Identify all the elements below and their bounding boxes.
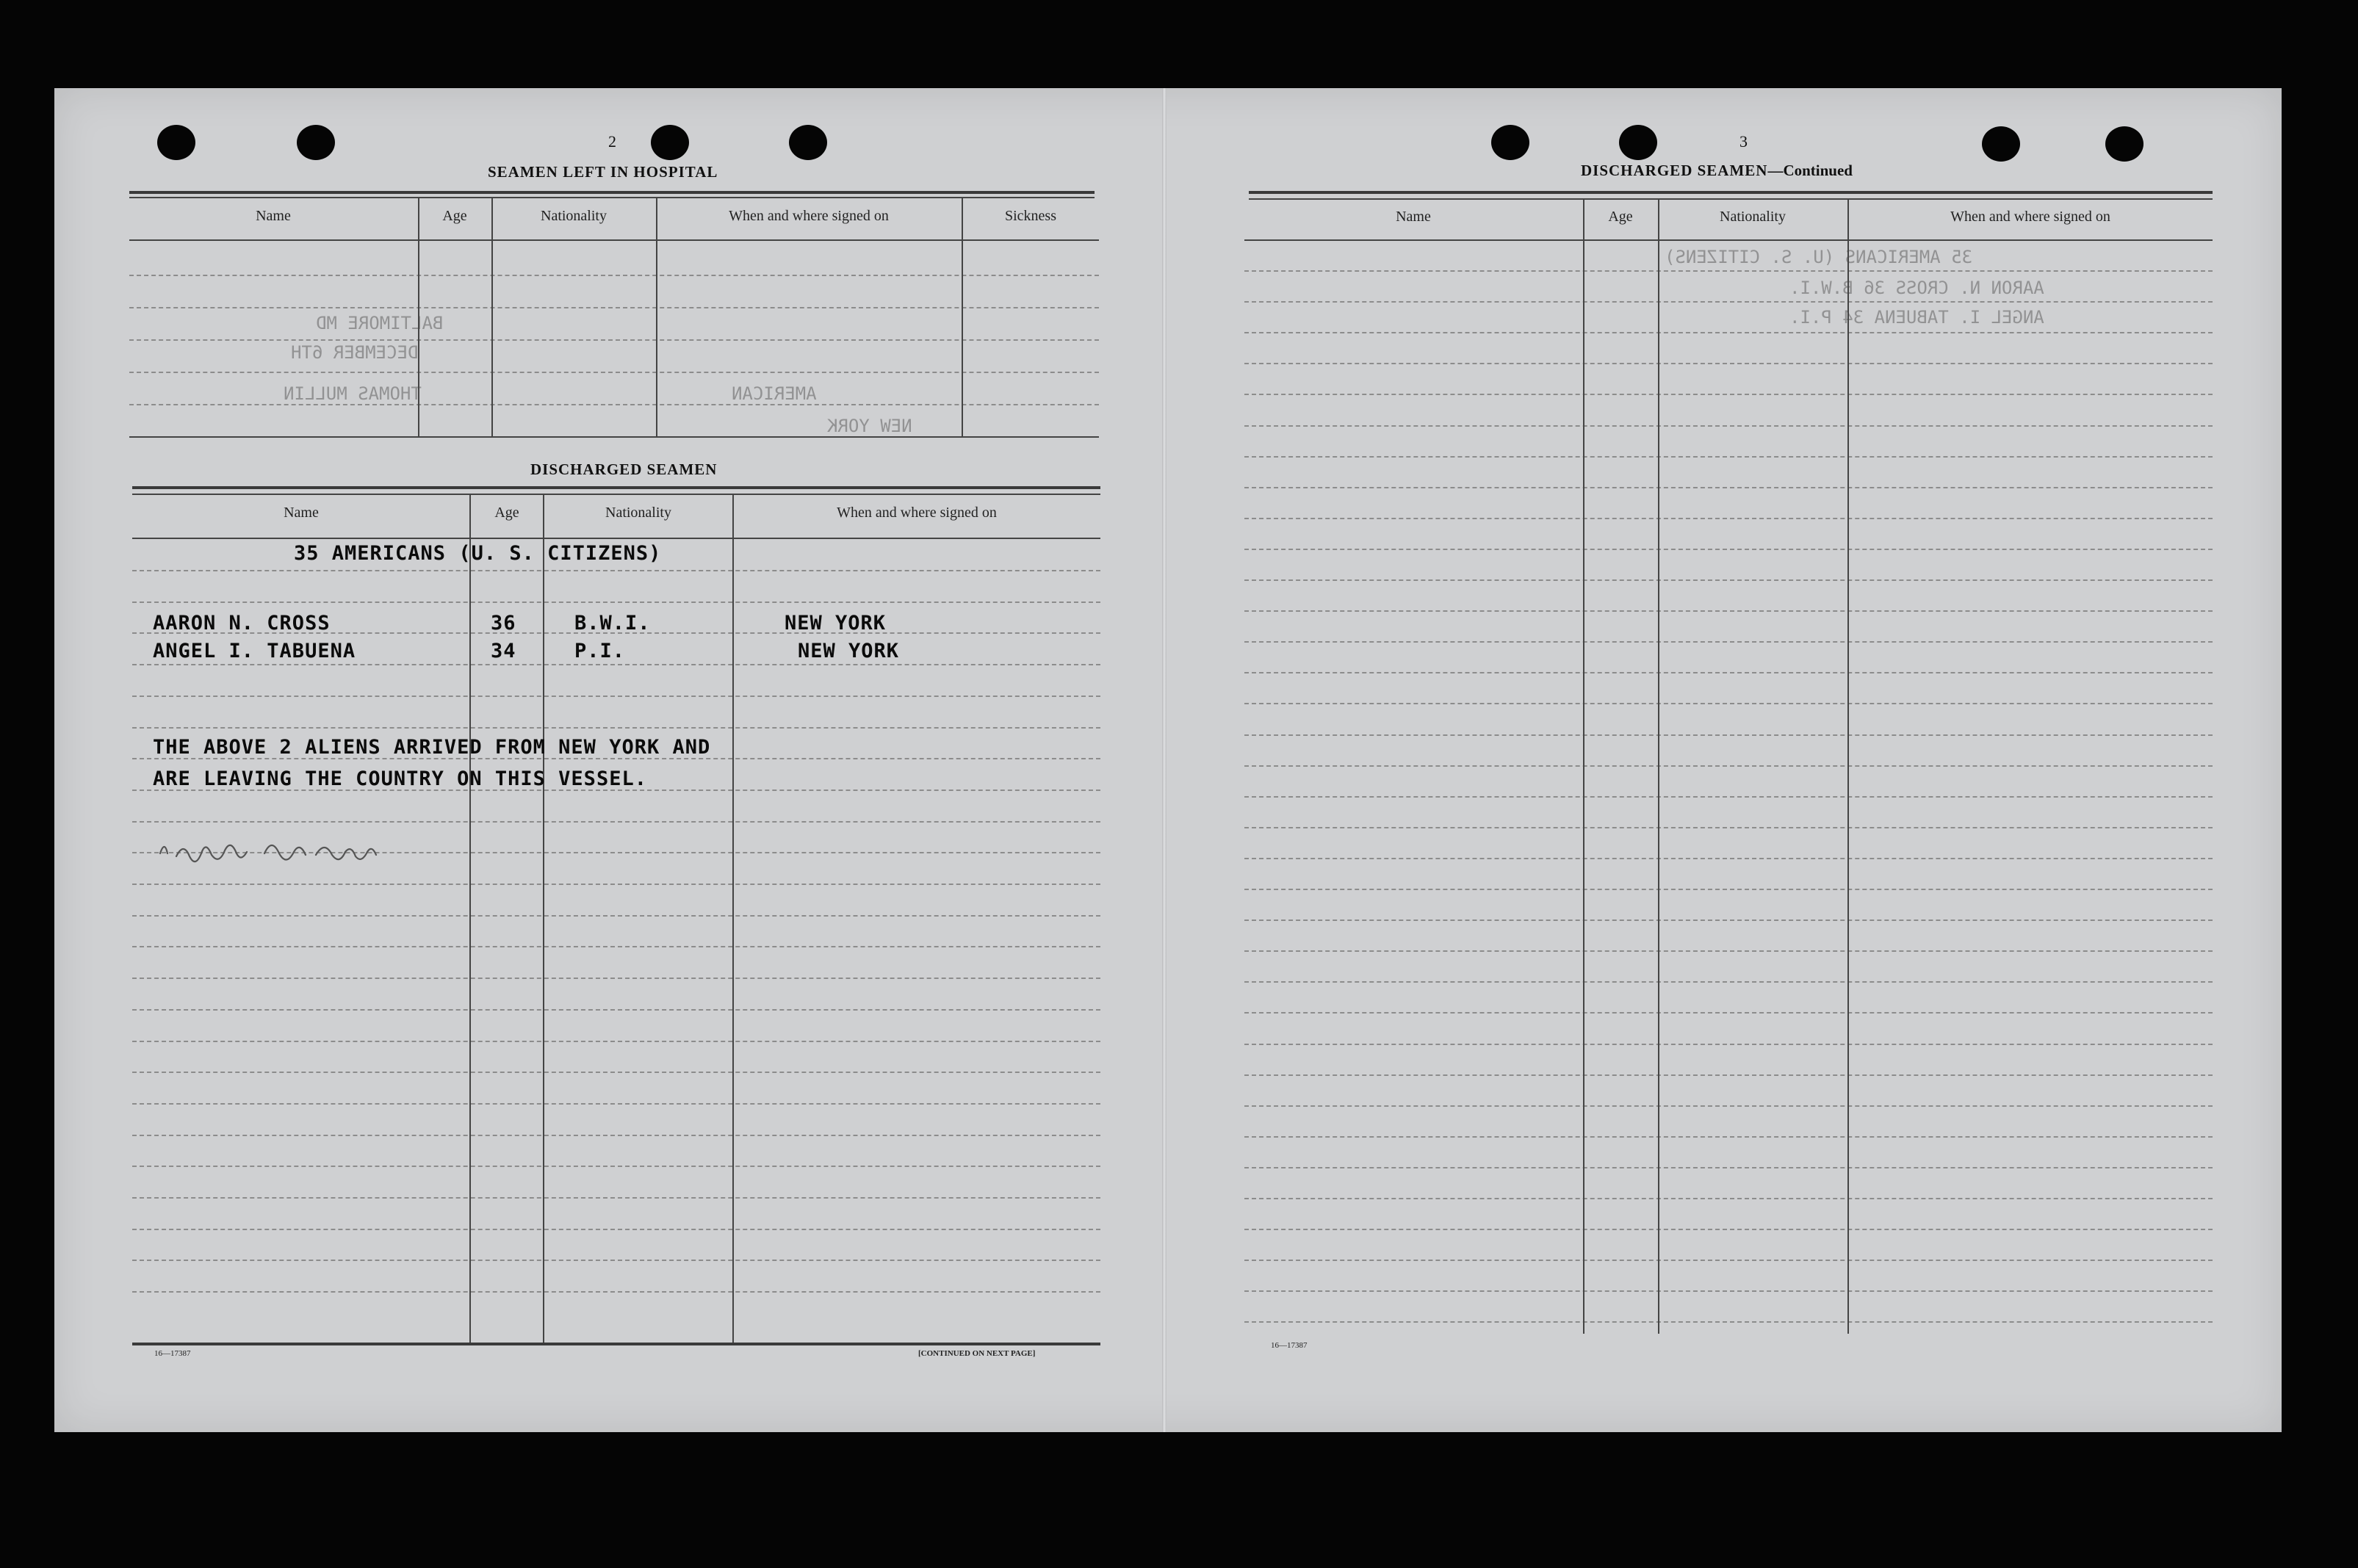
ruled-line [132,696,1100,697]
handwritten-annotation [154,824,470,875]
punch-hole [1619,125,1657,160]
ruled-line [1244,1198,2213,1199]
col-header-signed-on: When and where signed on [1950,209,2110,225]
ruled-line [132,727,1100,729]
discharged-continued-title [1581,162,1853,180]
punch-hole [651,125,689,160]
seaman-name: ANGEL I. TABUENA [153,640,356,662]
ruled-line [1244,1290,2213,1292]
ruled-line [132,946,1100,947]
bleed-through-text: NEW YORK [827,416,912,436]
ruled-line [1244,487,2213,488]
ruled-line [1244,549,2213,550]
punch-hole [1491,125,1529,160]
column-divider [656,197,657,438]
punch-hole [157,125,195,160]
punch-hole [1982,126,2020,162]
continued-note: [CONTINUED ON NEXT PAGE] [918,1349,1036,1358]
bleed-through-text: AARON N. CROSS 36 B.W.I. [1789,278,2044,298]
ruled-line [1244,950,2213,952]
punch-hole [297,125,335,160]
ruled-line [1244,765,2213,767]
col-header-nationality: Nationality [1720,209,1786,225]
ruled-line [132,1260,1100,1261]
rule [132,494,1100,495]
ruled-line [1244,425,2213,427]
aliens-note-line-1: THE ABOVE 2 ALIENS ARRIVED FROM NEW YORK AND [153,736,711,759]
ruled-line [1244,858,2213,859]
ruled-line [1244,270,2213,272]
ruled-line [1244,1321,2213,1323]
ruled-line [132,1229,1100,1230]
ruled-line [129,339,1099,341]
punch-hole [2105,126,2144,162]
ruled-line [132,1197,1100,1199]
ruled-line [129,404,1099,405]
aliens-note-line-2: ARE LEAVING THE COUNTRY ON THIS VESSEL. [153,767,647,790]
bleed-through-text: THOMAS MULLIN [284,383,422,404]
ruled-line [1244,518,2213,519]
ruled-line [1244,1012,2213,1014]
rule [129,197,1095,198]
col-header-nationality: Nationality [605,505,671,521]
ruled-line [132,664,1100,665]
seaman-nationality: P.I. [574,640,626,662]
seaman-age: 34 [491,640,516,662]
ruled-line [1244,1229,2213,1230]
column-divider [543,494,544,1343]
rule [129,239,1099,241]
column-divider [1658,198,1659,1334]
center-fold [1162,88,1167,1432]
ruled-line [1244,363,2213,364]
ruled-line [132,601,1100,603]
ruled-line [1244,920,2213,921]
ruled-line [1244,610,2213,612]
bleed-through-text: DECEMBER 6TH [291,342,419,363]
ruled-line [1244,889,2213,890]
form-number: 16—17387 [154,1349,191,1358]
americans-count: 35 AMERICANS (U. S. CITIZENS) [294,542,662,565]
ruled-line [129,372,1099,373]
title-suffix: —Continued [1767,162,1853,179]
rule [129,436,1099,438]
col-header-name: Name [256,208,291,224]
ruled-line [132,1009,1100,1011]
ruled-line [1244,703,2213,704]
ruled-line [132,821,1100,823]
ruled-line [132,1291,1100,1293]
ruled-line [1244,827,2213,828]
rule [132,538,1100,539]
ruled-line [132,1103,1100,1105]
ruled-line [132,570,1100,571]
col-header-name: Name [284,505,319,521]
page-number: 3 [1739,132,1748,151]
ruled-line [1244,796,2213,798]
ruled-line [129,307,1099,308]
ruled-line [132,1041,1100,1042]
ruled-line [1244,456,2213,458]
col-header-nationality: Nationality [541,208,607,224]
bleed-through-text: ANGEL I. TABUENA 34 P.I. [1789,307,2044,328]
col-header-age: Age [494,505,519,521]
column-divider [469,494,471,1343]
column-divider [1583,198,1584,1334]
ruled-line [1244,641,2213,643]
ruled-line [1244,301,2213,303]
seaman-age: 36 [491,612,516,635]
rule [1249,191,2213,194]
punch-hole [789,125,827,160]
ruled-line [1244,332,2213,333]
rule [1244,239,2213,241]
ruled-line [129,275,1099,276]
hospital-section-title: SEAMEN LEFT IN HOSPITAL [488,163,718,181]
column-divider [491,197,493,438]
seaman-signed-on: NEW YORK [785,612,887,635]
col-header-age: Age [1608,209,1633,225]
page-number: 2 [608,132,616,151]
ruled-line [1244,579,2213,581]
column-divider [962,197,963,438]
column-divider [1847,198,1849,1334]
discharged-section-title: DISCHARGED SEAMEN [530,460,718,478]
seaman-nationality: B.W.I. [574,612,651,635]
ruled-line [1244,672,2213,673]
ruled-line [1244,1167,2213,1168]
seaman-signed-on: NEW YORK [798,640,900,662]
ruled-line [132,1135,1100,1136]
col-header-signed-on: When and where signed on [837,505,997,521]
column-divider [732,494,734,1343]
bleed-through-text: 35 AMERICANS (U. S. CITIZENS) [1665,247,1973,267]
rule [132,486,1100,489]
col-header-signed-on: When and where signed on [729,208,889,224]
ruled-line [132,978,1100,979]
rule [1249,198,2213,200]
title-main: DISCHARGED SEAMEN [1581,162,1768,179]
bleed-through-text: BALTIMORE MD [316,313,444,333]
col-header-age: Age [442,208,467,224]
ruled-line [1244,1136,2213,1138]
rule [132,1343,1100,1345]
ruled-line [1244,1074,2213,1076]
ruled-line [132,915,1100,917]
ruled-line [132,884,1100,885]
ruled-line [1244,394,2213,395]
ruled-line [1244,1260,2213,1261]
col-header-name: Name [1396,209,1431,225]
ruled-line [1244,1044,2213,1045]
ruled-line [1244,734,2213,736]
ruled-line [132,1072,1100,1073]
col-header-sickness: Sickness [1005,208,1056,224]
ruled-line [1244,981,2213,983]
ruled-line [1244,1105,2213,1107]
seaman-name: AARON N. CROSS [153,612,331,635]
form-number: 16—17387 [1271,1341,1308,1350]
bleed-through-text: AMERICAN [732,383,817,404]
ruled-line [132,1166,1100,1167]
rule [129,191,1095,194]
